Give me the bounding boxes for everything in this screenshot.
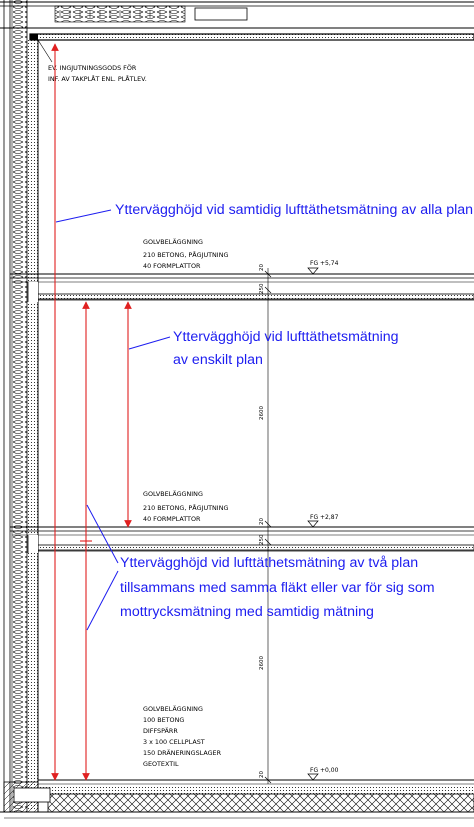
label-single-floor-2: av enskilt plan bbox=[173, 352, 263, 368]
dim-slab-3: 20 bbox=[259, 771, 265, 778]
dim-height-1: 2600 bbox=[259, 406, 265, 420]
dim-cavity-2: 250 bbox=[259, 534, 265, 545]
floor1-layer-2: 210 BETONG, PÅGJUTNING bbox=[143, 251, 229, 259]
floor2-layer-3: 40 FORMPLATTOR bbox=[143, 515, 201, 523]
label-two-floors-1: Yttervägghöjd vid lufttäthetsmätning av två plan bbox=[120, 555, 419, 571]
label-all-floors: Yttervägghöjd vid samtidig lufttäthetsmätning av alla plan bbox=[115, 202, 474, 218]
elevation-marker-3 bbox=[308, 767, 339, 780]
dim-slab-2: 20 bbox=[259, 518, 265, 525]
label-single-floor-1: Yttervägghöjd vid lufttäthetsmätning bbox=[173, 329, 399, 345]
leader-two-floors-b bbox=[87, 571, 118, 630]
elevation-marker-2 bbox=[308, 514, 339, 527]
floor1-layer-1: GOLVBELÄGGNING bbox=[143, 238, 203, 246]
floor-slab-middle bbox=[10, 527, 474, 553]
label-two-floors-2: tillsammans med samma fläkt eller var för sig som bbox=[120, 580, 435, 596]
ground-slab bbox=[0, 780, 474, 818]
ground-layer-5: 150 DRÄNERINGSLAGER bbox=[143, 749, 222, 757]
floor2-layer-1: GOLVBELÄGGNING bbox=[143, 490, 203, 498]
floor2-layer-2: 210 BETONG, PÅGJUTNING bbox=[143, 504, 229, 512]
roof-note-line-2: INF. AV TAKPLÅT ENL. PLÅTLEV. bbox=[48, 75, 147, 83]
ground-layer-3: DIFFSPÄRR bbox=[143, 727, 178, 735]
leader-all-floors bbox=[56, 210, 111, 222]
svg-text:FG +0,00: FG +0,00 bbox=[310, 767, 339, 774]
dim-slab-1: 20 bbox=[259, 264, 265, 271]
dim-height-2: 2600 bbox=[259, 656, 265, 670]
ground-layer-2: 100 BETONG bbox=[143, 716, 185, 724]
exterior-wall bbox=[4, 0, 38, 812]
dim-cavity-1: 250 bbox=[259, 283, 265, 294]
ground-layer-4: 3 x 100 CELLPLAST bbox=[143, 738, 205, 746]
ground-layer-1: GOLVBELÄGGNING bbox=[143, 705, 203, 713]
elevation-marker-1 bbox=[308, 260, 339, 274]
svg-text:FG +2,87: FG +2,87 bbox=[310, 514, 339, 521]
ground-layer-6: GEOTEXTIL bbox=[143, 760, 179, 768]
label-two-floors-3: mottrycksmätning med samtidig mätning bbox=[120, 604, 374, 620]
leader-two-floors-a bbox=[87, 505, 118, 563]
svg-text:FG +5,74: FG +5,74 bbox=[310, 260, 339, 267]
floor1-layer-3: 40 FORMPLATTOR bbox=[143, 262, 201, 270]
floor-slab-upper bbox=[10, 274, 474, 302]
dimension-line bbox=[265, 268, 271, 784]
leader-single-floor bbox=[129, 337, 170, 349]
roof-construction bbox=[0, 2, 474, 40]
roof-note-leader bbox=[38, 40, 52, 62]
roof-note-line-1: EV. INGJUTNINGSGODS FÖR bbox=[48, 64, 137, 72]
